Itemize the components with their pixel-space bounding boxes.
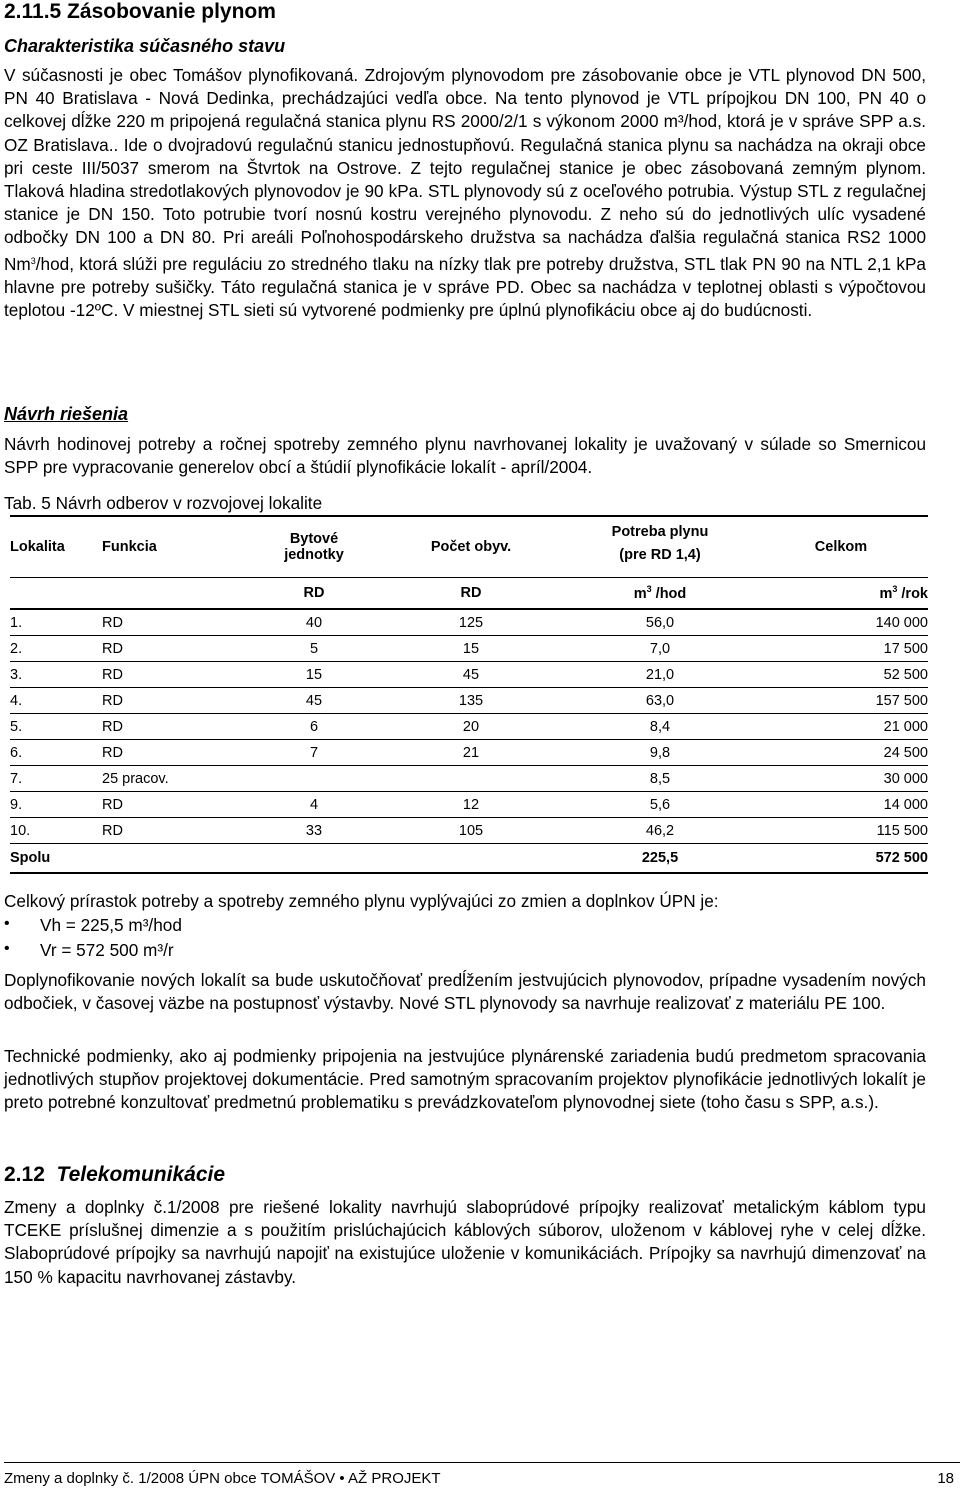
total-label: Spolu xyxy=(10,844,102,874)
row-lokalita: 10. xyxy=(10,818,102,844)
header-pocet: Počet obyv. xyxy=(376,516,566,578)
header-potreba-l2: (pre RD 1,4) xyxy=(619,547,701,563)
table-units-row xyxy=(10,578,928,610)
row-lokalita: 1. xyxy=(10,609,102,636)
row-potreba: 63,0 xyxy=(566,688,754,714)
unit-celkom-m: m xyxy=(879,586,893,602)
row-pocet: 12 xyxy=(376,792,566,818)
row-funkcia: RD xyxy=(102,792,252,818)
row-funkcia: RD xyxy=(102,609,252,636)
row-pocet: 125 xyxy=(376,609,566,636)
row-celkom: 140 000 xyxy=(754,609,928,636)
paragraph-telecom: Zmeny a doplnky č.1/2008 pre riešené lokality navrhujú slaboprúdové prípojky realizovať metalickým káblom typu TCEKE príslušnej dimenzie a s použitím prislúchajúcich káblových súborov, uloženom v káblovej ryhe v celej dĺžke. Slaboprúdové prípojky sa navrhujú napojiť na existujúce uloženie v komunikáciách. Prípojky sa navrhujú dimenzovať na 150 % kapacitu navrhovanej zástavby. xyxy=(4,1197,926,1287)
paragraph-text: V súčasnosti je obec Tomášov plynofikovaná. Zdrojovým plynovodom pre zásobovanie obce je VTL plynovod DN 500, PN 40 Bratislava - Nová Dedinka, prechádzajúci vedľa obce. Na tento plynovod je VTL prípojkou DN 100, PN 40 o celkovej dĺžke 220 m pripojená regulačná stanica plynu RS 2000/2/1 s výkonom 2000 m³/hod, ktorá je v správe SPP a.s. OZ Bratislava.. Ide o dvojradovú regulačnú stanicu jednostupňovú. Regulačná stanica plynu sa nachádza na okraji obce pri ceste III/5037 smerom na Štvrtok na Ostrove. Z tejto regulačnej stanice je obec zásobovaná zemným plynom. Tlaková hladina stredotlakových plynovodov je 90 kPa. STL plynovody sú z oceľového potrubia. Výstup STL z regulačnej stanice je DN 150. Toto potrubie tvorí nosnú kostru verejného plynovodu. Z neho sú do jednotlivých ulíc vysadené odbočky DN 100 a DN 80. xyxy=(4,65,926,248)
row-pocet: 105 xyxy=(376,818,566,844)
table-row xyxy=(10,636,928,662)
paragraph-increase: Celkový prírastok potreby a spotreby zemného plynu vyplývajúci zo zmien a doplnkov ÚPN je: xyxy=(4,891,719,911)
row-celkom: 24 500 xyxy=(754,740,928,766)
header-potreba xyxy=(566,516,754,578)
table-row xyxy=(10,792,928,818)
row-pocet: 21 xyxy=(376,740,566,766)
header-celkom: Celkom xyxy=(754,516,928,578)
row-bytove: 5 xyxy=(252,636,376,662)
section-heading-telecom xyxy=(4,1163,225,1187)
row-lokalita: 7. xyxy=(10,766,102,792)
row-lokalita: 9. xyxy=(10,792,102,818)
footer-divider xyxy=(4,1462,960,1463)
row-funkcia: RD xyxy=(102,714,252,740)
subsection-heading: Charakteristika súčasného stavu xyxy=(4,36,286,56)
row-celkom: 115 500 xyxy=(754,818,928,844)
row-potreba: 56,0 xyxy=(566,609,754,636)
paragraph-text-cont2: /hod, ktorá slúži pre reguláciu zo stredného tlaku na nízky tlak pre potreby družstva, STL tlak PN 90 na NTL 2,1 kPa hlavne pre potreby sušičky. Táto regulačná stanica je v správe PD. Obec sa nachádza v teplotnej oblasti s výpočtovou teplotou -12ºC. V miestnej STL sieti sú vytvorené podmienky pre úplnú plynofikáciu obce aj do budúcnosti. xyxy=(4,253,926,321)
bullet-dot: • xyxy=(4,940,10,957)
paragraph-technical: Technické podmienky, ako aj podmienky pripojenia na jestvujúce plynárenské zariadenia budú predmetom spracovania jednotlivých stupňov projektovej dokumentácie. Pred samotným spracovaním projektov plynofikácie jednotlivých lokalít je preto potrebné konzultovať predmetnú problematiku s prevádzkovateľom plynovodnej siete (toho času s SPP, a.s.). xyxy=(4,1046,926,1113)
bullet-text: Vr = 572 500 m³/r xyxy=(40,940,174,960)
section-heading: 2.11.5 Zásobovanie plynom xyxy=(4,0,276,23)
unit-potreba xyxy=(566,578,754,610)
header-funkcia: Funkcia xyxy=(102,516,252,578)
table-total-row xyxy=(10,844,928,874)
unit-potreba-post: /hod xyxy=(651,586,687,602)
row-funkcia: RD xyxy=(102,636,252,662)
row-potreba: 8,5 xyxy=(566,766,754,792)
row-pocet xyxy=(376,766,566,792)
unit-celkom-post: /rok xyxy=(897,586,928,602)
row-bytove: 6 xyxy=(252,714,376,740)
row-funkcia: RD xyxy=(102,740,252,766)
paragraph-extension: Doplynofikovanie nových lokalít sa bude uskutočňovať predĺžením jestvujúcich plynovodov, prípadne vysadením nových odbočiek, v časovej väzbe na postupnosť výstavby. Nové STL plynovody sa navrhuje realizovať z materiálu PE 100. xyxy=(4,970,926,1014)
table-header-row xyxy=(10,516,928,578)
row-bytove: 40 xyxy=(252,609,376,636)
table-row xyxy=(10,714,928,740)
bullet-dot: • xyxy=(4,915,10,932)
row-potreba: 8,4 xyxy=(566,714,754,740)
row-bytove: 4 xyxy=(252,792,376,818)
row-lokalita: 2. xyxy=(10,636,102,662)
unit-celkom-sup: 3 xyxy=(892,584,898,594)
table-row xyxy=(10,688,928,714)
row-celkom: 21 000 xyxy=(754,714,928,740)
header-bytove-text: Bytové jednotky xyxy=(284,531,344,563)
row-bytove: 33 xyxy=(252,818,376,844)
row-pocet: 135 xyxy=(376,688,566,714)
paragraph-current-state xyxy=(4,64,926,322)
unit-celkom xyxy=(754,578,928,610)
header-bytove xyxy=(252,516,376,578)
row-pocet: 15 xyxy=(376,636,566,662)
row-celkom: 14 000 xyxy=(754,792,928,818)
row-lokalita: 5. xyxy=(10,714,102,740)
row-potreba: 5,6 xyxy=(566,792,754,818)
row-lokalita: 6. xyxy=(10,740,102,766)
paragraph-text-cont: Pri areáli Poľnohospodárskeho družstva sa nachádza ďalšia regulačná stanica RS2 1000 Nm xyxy=(4,227,927,274)
bullet-text: Vh = 225,5 m³/hod xyxy=(40,915,182,935)
row-potreba: 9,8 xyxy=(566,740,754,766)
row-lokalita: 3. xyxy=(10,662,102,688)
table-row xyxy=(10,609,928,636)
table-row xyxy=(10,662,928,688)
row-bytove: 45 xyxy=(252,688,376,714)
row-celkom: 17 500 xyxy=(754,636,928,662)
row-pocet: 20 xyxy=(376,714,566,740)
row-celkom: 30 000 xyxy=(754,766,928,792)
row-potreba: 21,0 xyxy=(566,662,754,688)
row-bytove: 7 xyxy=(252,740,376,766)
row-celkom: 157 500 xyxy=(754,688,928,714)
total-potreba: 225,5 xyxy=(566,844,754,874)
unit-potreba-sup: 3 xyxy=(646,584,652,594)
unit-pocet: RD xyxy=(376,578,566,610)
row-potreba: 46,2 xyxy=(566,818,754,844)
footer-text: Zmeny a doplnky č. 1/2008 ÚPN obce TOMÁŠOV • AŽ PROJEKT xyxy=(4,1470,441,1487)
row-bytove xyxy=(252,766,376,792)
table-row xyxy=(10,740,928,766)
row-lokalita: 4. xyxy=(10,688,102,714)
unit-potreba-m: m xyxy=(633,586,647,602)
proposal-heading: Návrh riešenia xyxy=(4,404,129,424)
row-funkcia: RD xyxy=(102,688,252,714)
unit-bytove: RD xyxy=(252,578,376,610)
total-celkom: 572 500 xyxy=(754,844,928,874)
superscript: 3 xyxy=(30,255,36,266)
row-bytove: 15 xyxy=(252,662,376,688)
table-caption: Tab. 5 Návrh odberov v rozvojovej lokalite xyxy=(4,493,323,513)
header-lokalita: Lokalita xyxy=(10,516,102,578)
header-potreba-l1: Potreba plynu xyxy=(611,524,709,540)
section-number: 2.12 xyxy=(4,1163,45,1186)
row-funkcia: RD xyxy=(102,818,252,844)
row-potreba: 7,0 xyxy=(566,636,754,662)
table-row xyxy=(10,818,928,844)
paragraph-proposal: Návrh hodinovej potreby a ročnej spotreby zemného plynu navrhovanej lokality je uvažovaný v súlade so Smernicou SPP pre vypracovanie generelov obcí a štúdií plynofikácie lokalít - apríl/2004. xyxy=(4,434,926,478)
row-celkom: 52 500 xyxy=(754,662,928,688)
page-number: 18 xyxy=(937,1470,954,1487)
section-title: Telekomunikácie xyxy=(56,1163,226,1186)
table-row xyxy=(10,766,928,792)
row-pocet: 45 xyxy=(376,662,566,688)
row-funkcia: 25 pracov. xyxy=(102,766,252,792)
consumption-table xyxy=(10,515,928,874)
row-funkcia: RD xyxy=(102,662,252,688)
